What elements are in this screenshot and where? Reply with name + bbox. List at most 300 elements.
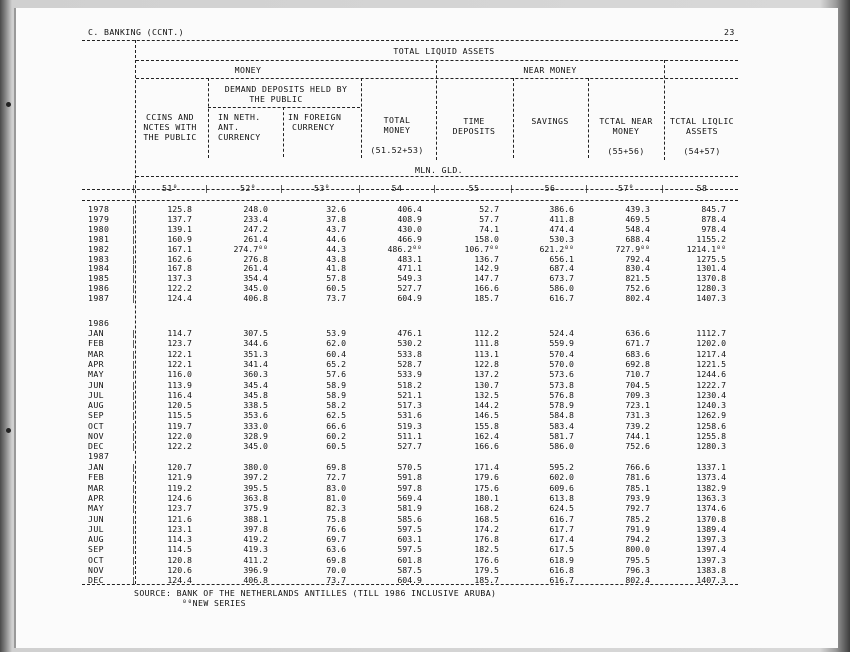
table-cell: 581.7 — [549, 431, 574, 441]
row-label: NOV — [88, 565, 104, 575]
table-cell: 139.1 — [167, 223, 192, 234]
row-separator: | — [131, 243, 137, 254]
table-cell: 179.5 — [474, 565, 499, 575]
table-cell: 586.0 — [549, 441, 574, 452]
rule-top — [82, 40, 738, 41]
table-cell: 120.5 — [167, 400, 192, 411]
table-cell: 406.4 — [397, 204, 422, 214]
table-cell: 167.8 — [167, 263, 192, 274]
row-label: OCT — [88, 420, 104, 431]
table-cell: 124.6 — [167, 492, 192, 503]
row-separator: | — [131, 482, 137, 493]
row-label: FEB — [88, 338, 104, 349]
table-cell: 585.6 — [397, 513, 422, 524]
table-cell: 111.8 — [474, 338, 499, 349]
row-label: 1978 — [88, 204, 110, 214]
table-cell: 419.3 — [243, 544, 268, 555]
table-cell: 144.2 — [474, 400, 499, 411]
table-cell: 182.5 — [474, 544, 499, 555]
table-cell: 132.5 — [474, 389, 499, 400]
table-cell: 613.8 — [549, 492, 574, 503]
table-cell: 122.2 — [167, 441, 192, 452]
table-cell: 597.5 — [397, 523, 422, 534]
table-cell: 683.6 — [625, 348, 650, 359]
vline-5 — [436, 60, 437, 160]
table-cell: 345.0 — [243, 441, 268, 452]
table-cell: 70.0 — [326, 565, 346, 575]
table-cell: 752.6 — [625, 441, 650, 452]
table-cell: 122.1 — [167, 348, 192, 359]
table-cell: 570.5 — [397, 462, 422, 472]
unit-label: MLN. GLD. — [415, 165, 463, 175]
year-1987-label: 1987 — [88, 451, 110, 461]
table-cell: 354.4 — [243, 273, 268, 284]
row-label: DEC — [88, 575, 104, 586]
table-cell: 595.2 — [549, 462, 574, 472]
vline-6 — [513, 78, 514, 158]
row-separator: | — [131, 534, 137, 545]
table-cell: 160.9 — [167, 233, 192, 244]
row-separator: | — [131, 523, 137, 534]
table-cell: 710.7 — [625, 369, 650, 380]
table-cell: 584.8 — [549, 410, 574, 421]
table-cell: 166.6 — [474, 441, 499, 452]
table-cell: 709.3 — [625, 389, 650, 400]
colnum-52: 52⁰ — [240, 183, 256, 193]
table-cell: 396.9 — [243, 565, 268, 575]
row-separator: | — [131, 369, 137, 380]
row-label: AUG — [88, 534, 104, 545]
title-the-public: THE PUBLIC — [249, 94, 303, 104]
table-cell: 1382.9 — [696, 482, 726, 493]
colnum-bar-2: | — [279, 183, 285, 193]
table-cell: 533.8 — [397, 348, 422, 359]
table-cell: 519.3 — [397, 420, 422, 431]
table-cell: 162.4 — [474, 431, 499, 441]
table-cell: 978.4 — [701, 223, 726, 234]
table-cell: 69.8 — [326, 462, 346, 472]
title-demand-deposits: DEMAND DEPOSITS HELD BY — [224, 84, 348, 94]
table-cell: 333.0 — [243, 420, 268, 431]
table-cell: 673.7 — [549, 273, 574, 284]
table-cell: 119.7 — [167, 420, 192, 431]
table-cell: 106.7⁰⁰ — [464, 243, 499, 254]
table-cell: 58.2 — [326, 400, 346, 411]
table-cell: 395.5 — [243, 482, 268, 493]
table-cell: 573.6 — [549, 369, 574, 380]
vline-7 — [588, 78, 589, 158]
row-separator: | — [131, 273, 137, 284]
table-cell: 617.7 — [549, 523, 574, 534]
row-separator: | — [131, 233, 137, 244]
table-cell: 351.3 — [243, 348, 268, 359]
table-cell: 65.2 — [326, 358, 346, 369]
table-cell: 616.7 — [549, 513, 574, 524]
row-separator: | — [131, 503, 137, 514]
row-label: JUN — [88, 513, 104, 524]
table-cell: 41.8 — [326, 263, 346, 274]
binding-hole-bottom — [6, 428, 11, 433]
table-cell: 37.8 — [326, 213, 346, 224]
row-separator: | — [131, 389, 137, 400]
table-cell: 120.8 — [167, 554, 192, 565]
table-cell: 120.7 — [167, 462, 192, 472]
colnum-57: 57⁰ — [618, 183, 634, 193]
table-cell: 116.4 — [167, 389, 192, 400]
table-cell: 474.4 — [549, 223, 574, 234]
table-cell: 586.0 — [549, 283, 574, 294]
table-cell: 122.1 — [167, 358, 192, 369]
table-cell: 122.2 — [167, 283, 192, 294]
colnum-bar-1: | — [204, 183, 210, 193]
row-label: 1982 — [88, 243, 110, 254]
table-cell: 44.3 — [326, 243, 346, 254]
table-cell: 621.2⁰⁰ — [539, 243, 574, 254]
table-cell: 794.2 — [625, 534, 650, 545]
table-cell: 122.0 — [167, 431, 192, 441]
table-cell: 1262.9 — [696, 410, 726, 421]
row-separator: | — [131, 328, 137, 338]
section-header: C. BANKING (CCNT.) — [88, 27, 184, 37]
row-label: SEP — [88, 410, 104, 421]
table-cell: 792.4 — [625, 253, 650, 264]
table-cell: 248.0 — [243, 204, 268, 214]
table-cell: 766.6 — [625, 462, 650, 472]
table-cell: 1221.5 — [696, 358, 726, 369]
table-cell: 122.8 — [474, 358, 499, 369]
row-separator: | — [131, 283, 137, 294]
col7-formula: (55+56) — [607, 146, 645, 156]
year-1986-label: 1986 — [88, 318, 110, 328]
row-separator: | — [131, 420, 137, 431]
table-cell: 167.1 — [167, 243, 192, 254]
table-cell: 58.9 — [326, 379, 346, 390]
rule-under-total — [136, 60, 738, 61]
col2-head-2: ANT. — [218, 122, 240, 132]
table-cell: 1397.3 — [696, 554, 726, 565]
table-cell: 570.0 — [549, 358, 574, 369]
row-separator: | — [131, 410, 137, 421]
table-cell: 1363.3 — [696, 492, 726, 503]
col1-head-3: THE PUBLIC — [143, 132, 197, 142]
col8-head-1: TCTAL LIQLIC — [670, 116, 734, 126]
row-separator: | — [131, 348, 137, 359]
table-cell: 802.4 — [625, 293, 650, 304]
table-cell: 114.5 — [167, 544, 192, 555]
table-cell: 581.9 — [397, 503, 422, 514]
col5-head-2: DEPOSITS — [452, 126, 496, 136]
table-cell: 527.7 — [397, 283, 422, 294]
table-cell: 43.8 — [326, 253, 346, 264]
table-cell: 533.9 — [397, 369, 422, 380]
colnum-bar-7: | — [660, 183, 666, 193]
table-cell: 74.1 — [479, 223, 499, 234]
table-cell: 397.2 — [243, 472, 268, 483]
table-cell: 345.0 — [243, 283, 268, 294]
table-cell: 406.8 — [243, 575, 268, 586]
table-cell: 121.9 — [167, 472, 192, 483]
document-page — [14, 8, 838, 648]
rule-under-demand — [208, 107, 360, 108]
row-separator: | — [131, 492, 137, 503]
table-cell: 179.6 — [474, 472, 499, 483]
colnum-bar-4: | — [432, 183, 438, 193]
table-cell: 671.7 — [625, 338, 650, 349]
table-cell: 114.7 — [167, 328, 192, 338]
table-cell: 723.1 — [625, 400, 650, 411]
rule-above-colnums — [82, 189, 738, 190]
col1-head-2: NCTES WITH — [143, 122, 197, 132]
binding-hole-top — [6, 102, 11, 107]
table-cell: 185.7 — [474, 575, 499, 586]
table-cell: 276.8 — [243, 253, 268, 264]
table-cell: 388.1 — [243, 513, 268, 524]
table-cell: 1217.4 — [696, 348, 726, 359]
table-cell: 142.9 — [474, 263, 499, 274]
row-label: SEP — [88, 544, 104, 555]
table-cell: 112.2 — [474, 328, 499, 338]
table-cell: 530.2 — [397, 338, 422, 349]
table-cell: 511.1 — [397, 431, 422, 441]
source-note: SOURCE: BANK OF THE NETHERLANDS ANTILLES (TILL 1986 INCLUSIVE ARUBA) — [134, 588, 497, 598]
table-cell: 113.9 — [167, 379, 192, 390]
table-cell: 521.1 — [397, 389, 422, 400]
row-separator: | — [131, 358, 137, 369]
table-cell: 60.2 — [326, 431, 346, 441]
vline-8 — [664, 60, 665, 160]
table-cell: 185.7 — [474, 293, 499, 304]
table-cell: 1214.1⁰⁰ — [686, 243, 726, 254]
table-cell: 162.6 — [167, 253, 192, 264]
rule-below-colnums — [82, 200, 738, 201]
table-cell: 233.4 — [243, 213, 268, 224]
table-cell: 1275.5 — [696, 253, 726, 264]
table-cell: 785.2 — [625, 513, 650, 524]
table-cell: 530.3 — [549, 233, 574, 244]
table-cell: 1255.8 — [696, 431, 726, 441]
table-cell: 137.3 — [167, 273, 192, 284]
table-cell: 1258.6 — [696, 420, 726, 431]
page-number: 23 — [724, 27, 735, 37]
table-cell: 739.2 — [625, 420, 650, 431]
table-cell: 43.7 — [326, 223, 346, 234]
table-cell: 578.9 — [549, 400, 574, 411]
table-cell: 360.3 — [243, 369, 268, 380]
col1-head-1: CCINS AND — [146, 112, 194, 122]
table-cell: 604.9 — [397, 575, 422, 586]
table-cell: 60.4 — [326, 348, 346, 359]
table-cell: 1280.3 — [696, 283, 726, 294]
table-cell: 1202.0 — [696, 338, 726, 349]
row-label: MAY — [88, 503, 104, 514]
table-cell: 527.7 — [397, 441, 422, 452]
table-cell: 688.4 — [625, 233, 650, 244]
table-cell: 591.8 — [397, 472, 422, 483]
table-cell: 69.7 — [326, 534, 346, 545]
table-cell: 1370.8 — [696, 513, 726, 524]
table-cell: 307.5 — [243, 328, 268, 338]
table-cell: 796.3 — [625, 565, 650, 575]
table-cell: 1374.6 — [696, 503, 726, 514]
table-cell: 430.0 — [397, 223, 422, 234]
table-cell: 176.6 — [474, 554, 499, 565]
table-cell: 1337.1 — [696, 462, 726, 472]
row-label: 1986 — [88, 283, 110, 294]
colnum-bar-0: | — [131, 183, 137, 193]
col4-formula: (51.52+53) — [370, 145, 424, 155]
new-series-note: ⁰⁰NEW SERIES — [182, 598, 246, 608]
table-cell: 603.1 — [397, 534, 422, 545]
table-cell: 75.8 — [326, 513, 346, 524]
table-cell: 397.8 — [243, 523, 268, 534]
col7-head-1: TCTAL NEAR — [599, 116, 653, 126]
table-cell: 66.6 — [326, 420, 346, 431]
table-cell: 120.6 — [167, 565, 192, 575]
table-cell: 341.4 — [243, 358, 268, 369]
table-cell: 1301.4 — [696, 263, 726, 274]
colnum-bar-5: | — [509, 183, 515, 193]
table-cell: 576.8 — [549, 389, 574, 400]
table-cell: 583.4 — [549, 420, 574, 431]
table-cell: 727.9⁰⁰ — [615, 243, 650, 254]
table-cell: 624.5 — [549, 503, 574, 514]
table-cell: 531.6 — [397, 410, 422, 421]
row-label: NOV — [88, 431, 104, 441]
table-cell: 616.7 — [549, 293, 574, 304]
col4-head-1: TOTAL — [383, 115, 411, 125]
table-cell: 469.5 — [625, 213, 650, 224]
table-cell: 687.4 — [549, 263, 574, 274]
table-cell: 1373.4 — [696, 472, 726, 483]
table-cell: 121.6 — [167, 513, 192, 524]
table-cell: 124.4 — [167, 575, 192, 586]
table-cell: 617.4 — [549, 534, 574, 545]
table-cell: 1240.3 — [696, 400, 726, 411]
row-separator: | — [131, 293, 137, 304]
col4-head-2: MONEY — [383, 125, 411, 135]
table-cell: 559.9 — [549, 338, 574, 349]
colnum-bar-6: | — [584, 183, 590, 193]
table-cell: 81.0 — [326, 492, 346, 503]
colnum-58: 58 — [696, 183, 708, 193]
row-label: JUL — [88, 523, 104, 534]
col6-head-1: SAVINGS — [531, 116, 569, 126]
col8-head-2: ASSETS — [686, 126, 718, 136]
table-cell: 136.7 — [474, 253, 499, 264]
row-separator: | — [131, 544, 137, 555]
table-cell: 57.6 — [326, 369, 346, 380]
table-cell: 785.1 — [625, 482, 650, 493]
table-cell: 528.7 — [397, 358, 422, 369]
table-cell: 58.9 — [326, 389, 346, 400]
row-separator: | — [131, 223, 137, 234]
table-cell: 345.4 — [243, 379, 268, 390]
table-cell: 1407.3 — [696, 575, 726, 586]
col7-head-2: MONEY — [612, 126, 640, 136]
title-money: MONEY — [234, 65, 262, 75]
row-label: FEB — [88, 472, 104, 483]
table-cell: 518.2 — [397, 379, 422, 390]
rule-under-unit — [136, 176, 738, 177]
colnum-51: 51⁰ — [162, 183, 178, 193]
table-cell: 175.6 — [474, 482, 499, 493]
table-cell: 147.7 — [474, 273, 499, 284]
table-cell: 604.9 — [397, 293, 422, 304]
table-cell: 168.2 — [474, 503, 499, 514]
table-cell: 130.7 — [474, 379, 499, 390]
table-cell: 328.9 — [243, 431, 268, 441]
rule-under-money — [136, 78, 738, 79]
table-cell: 830.4 — [625, 263, 650, 274]
table-cell: 636.6 — [625, 328, 650, 338]
table-cell: 73.7 — [326, 293, 346, 304]
row-label: MAY — [88, 369, 104, 380]
table-cell: 375.9 — [243, 503, 268, 514]
row-separator: | — [131, 431, 137, 441]
col8-formula: (54+57) — [683, 146, 721, 156]
table-cell: 53.9 — [326, 328, 346, 338]
table-cell: 791.9 — [625, 523, 650, 534]
table-cell: 247.2 — [243, 223, 268, 234]
title-total-liquid-assets: TOTAL LIQUID ASSETS — [393, 46, 495, 56]
table-cell: 76.6 — [326, 523, 346, 534]
table-cell: 587.5 — [397, 565, 422, 575]
table-cell: 486.2⁰⁰ — [387, 243, 422, 254]
table-cell: 752.6 — [625, 283, 650, 294]
table-cell: 548.4 — [625, 223, 650, 234]
table-cell: 602.0 — [549, 472, 574, 483]
table-cell: 795.5 — [625, 554, 650, 565]
colnum-53: 53⁰ — [314, 183, 330, 193]
row-label: APR — [88, 358, 104, 369]
table-cell: 406.8 — [243, 293, 268, 304]
row-label: 1980 — [88, 223, 110, 234]
row-label: MAR — [88, 482, 104, 493]
table-cell: 114.3 — [167, 534, 192, 545]
vline-4 — [361, 78, 362, 158]
table-cell: 44.6 — [326, 233, 346, 244]
table-cell: 158.0 — [474, 233, 499, 244]
table-cell: 168.5 — [474, 513, 499, 524]
table-cell: 845.7 — [701, 204, 726, 214]
row-separator: | — [131, 204, 137, 214]
table-cell: 1389.4 — [696, 523, 726, 534]
table-cell: 146.5 — [474, 410, 499, 421]
table-cell: 1370.8 — [696, 273, 726, 284]
table-cell: 62.0 — [326, 338, 346, 349]
table-cell: 137.7 — [167, 213, 192, 224]
table-cell: 386.6 — [549, 204, 574, 214]
table-cell: 1222.7 — [696, 379, 726, 390]
table-cell: 618.9 — [549, 554, 574, 565]
table-cell: 793.9 — [625, 492, 650, 503]
col2-head-1: IN NETH. — [218, 112, 261, 122]
row-separator: | — [131, 575, 137, 586]
table-cell: 692.8 — [625, 358, 650, 369]
table-cell: 274.7⁰⁰ — [233, 243, 268, 254]
row-label: JAN — [88, 328, 104, 338]
table-cell: 261.4 — [243, 263, 268, 274]
table-cell: 338.5 — [243, 400, 268, 411]
table-cell: 744.1 — [625, 431, 650, 441]
table-cell: 83.0 — [326, 482, 346, 493]
table-cell: 517.3 — [397, 400, 422, 411]
table-cell: 878.4 — [701, 213, 726, 224]
row-separator: | — [131, 253, 137, 264]
table-cell: 32.6 — [326, 204, 346, 214]
row-separator: | — [131, 213, 137, 224]
table-cell: 60.5 — [326, 441, 346, 452]
